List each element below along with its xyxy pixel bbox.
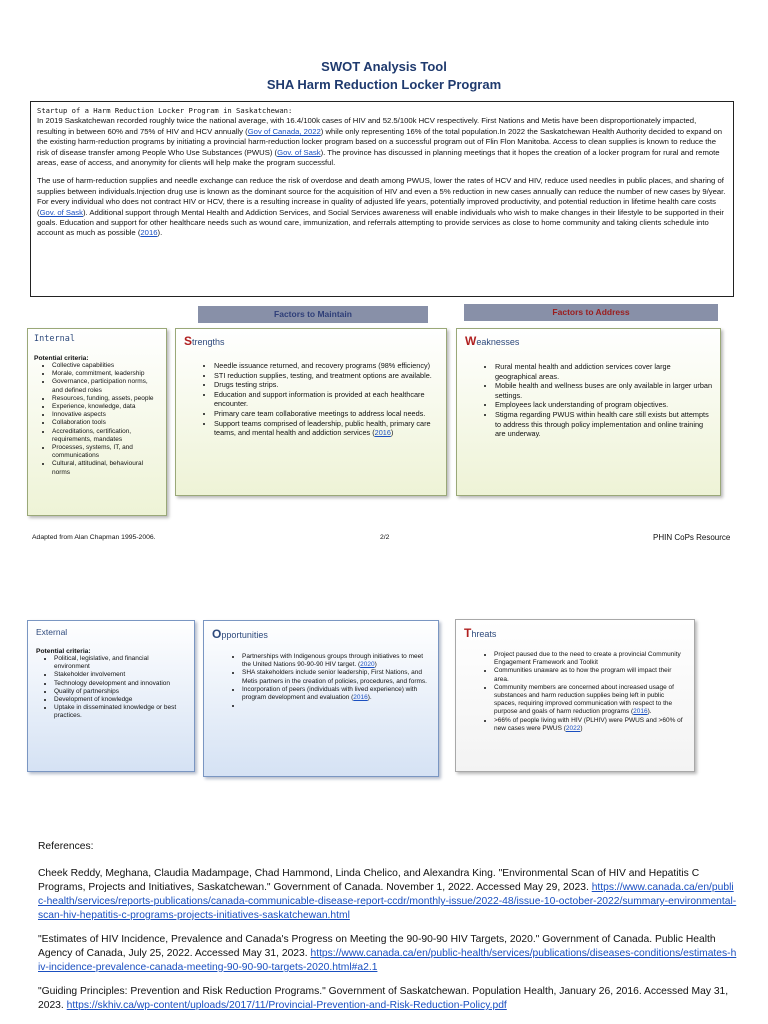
- list-item: • Cultural, attitudinal, behavioural norms: [52, 460, 160, 476]
- list-item: • Quality of partnerships: [54, 688, 186, 696]
- intro-paragraph-1: [37, 106, 727, 168]
- list-item: • Resources, funding, assets, people: [52, 395, 160, 403]
- weaknesses-list: [465, 362, 712, 439]
- intro-text: ). Additional support through Mental Health and Addiction Services, and Social Services awareness will enable individuals who wish to make changes in their lifestyle to be supported in their goals. Education and support for other healthcare needs such as wound care, immunization, and referrals attempting to provide services as close to home community and taking clients schedule into account as much as possible (: [37, 207, 724, 238]
- reference-text: "Estimates of HIV Incidence, Prevalence and Canada's Progress on Meeting the 90-90-90 HIV Targets, 2020." Government of Canada. Public Health Agency of Canada, July 25, 2022. Accessed May 31, 2023.: [38, 934, 716, 959]
- list-item: • Governance, participation norms, and defined roles: [52, 378, 160, 394]
- list-item: • Project paused due to the need to create a provincial Community Engagement Framework and Toolkit: [494, 651, 686, 667]
- list-item-empty: [242, 702, 430, 710]
- threats-title: [464, 626, 686, 640]
- list-item: • Education and support information is provided at each healthcare encounter.: [214, 390, 438, 409]
- footer-resource: PHIN CoPs Resource: [653, 533, 731, 542]
- opportunities-title-rest: pportunities: [221, 630, 268, 640]
- opportunities-2020-link[interactable]: 2020: [360, 661, 375, 669]
- ref-2016-link[interactable]: 2016: [140, 228, 158, 238]
- list-item-text: >66% of people living with HIV (PLHIV) were PWUS and >60% of new cases were PWUS (: [494, 716, 683, 732]
- internal-list: [34, 362, 160, 477]
- opportunities-2016-link[interactable]: 2016: [353, 694, 368, 702]
- list-item: • Support teams comprised of leadership, public health, primary care teams, and mental health and addiction services (2016): [214, 419, 438, 438]
- footer-page-number: 2/2: [380, 534, 390, 541]
- external-criteria-label: Potential criteria:: [36, 648, 91, 655]
- threats-panel: [455, 619, 695, 772]
- intro-text: In 2019 Saskatchewan recorded roughly twice the national average, with 16.4/100k cases of HIV and 52.5/100k HCV respectively. First Nations and Metis have been disproportionately impacted, resulting in between 60% and 75% of HIV and HCV annually (: [37, 116, 697, 136]
- list-item: • Mobile health and wellness buses are only available in larger urban settings.: [495, 381, 712, 400]
- intro-text: ) while only representing 16% of the total population.In 2022 the Saskatchewan Health Authority decided to expand on the existing harm-reduction programs by initiating a provincial harm-reduction locker program based on a successful program out of Flin Flon Manitoba. Access to clean supplies is known to reduce the risk of disease transfer among People Who Use Substances (PWUS) (: [37, 126, 723, 157]
- document-subtitle: SHA Harm Reduction Locker Program: [266, 77, 502, 92]
- list-item: • Primary care team collaborative meetings to address local needs.: [214, 409, 438, 419]
- list-item: • Stakeholder involvement: [54, 671, 186, 679]
- gov-sask-link[interactable]: Gov. of Sask: [277, 147, 321, 157]
- opportunities-title: [212, 627, 430, 641]
- list-item: • Innovative aspects: [52, 411, 160, 419]
- strengths-title-rest: trengths: [192, 337, 225, 347]
- external-list: [36, 655, 186, 721]
- references-title: References:: [38, 841, 94, 852]
- list-item: • Collaboration tools: [52, 419, 160, 427]
- intro-text: ). The province has discussed in planning meetings that it hopes the creation of a locker program for rural and remote areas, ease of access, and anonymity for clients will help make the program successful.: [37, 147, 720, 168]
- list-item: • Political, legislative, and financial environment: [54, 655, 186, 671]
- strengths-panel: [175, 328, 447, 496]
- references-section: [38, 840, 738, 1013]
- reference-1-link[interactable]: https://www.canada.ca/en/public-health/services/reports-publications/canada-communicable-disease-report-ccdr/monthly-issue/2022-48/issue-10-october-2022/summary-environmental-scan-hiv-hepatitis-c-programs-projects-initiatives-saskatchewan.html: [38, 882, 737, 921]
- list-item: • >66% of people living with HIV (PLHIV) were PWUS and >60% of new cases were PWUS (2022): [494, 717, 686, 733]
- external-panel: [27, 620, 195, 772]
- reference-1: [38, 867, 738, 923]
- list-item: • Processes, systems, IT, and communications: [52, 444, 160, 460]
- footer-attribution: Adapted from Alan Chapman 1995-2006.: [32, 534, 156, 541]
- weaknesses-title-rest: eaknesses: [476, 337, 520, 347]
- list-item: • Morale, commitment, leadership: [52, 370, 160, 378]
- list-item: • Collective capabilities: [52, 362, 160, 370]
- list-item: • Technology development and innovation: [54, 680, 186, 688]
- intro-heading: Startup of a Harm Reduction Locker Program in Saskatchewan:: [37, 106, 293, 115]
- strengths-list: [184, 361, 438, 438]
- list-item: • Partnerships with Indigenous groups through initiatives to meet the United Nations 90-90-90 HIV target. (2020): [242, 653, 430, 669]
- reference-2-link[interactable]: https://www.canada.ca/en/public-health/services/publications/diseases-conditions/estimates-hiv-incidence-prevalence-canada-meeting-90-90-90-targets-2020.html#a2.1: [38, 948, 737, 973]
- gov-sask-link-2[interactable]: Gov. of Sask: [39, 207, 83, 217]
- intro-box: [30, 101, 734, 297]
- intro-paragraph-2: [37, 176, 727, 238]
- list-item: • Rural mental health and addiction services cover large geographical areas.: [495, 362, 712, 381]
- reference-3-link[interactable]: https://skhiv.ca/wp-content/uploads/2017/11/Provincial-Prevention-and-Risk-Reduction-Policy.pdf: [66, 1000, 507, 1011]
- reference-2: [38, 933, 738, 975]
- opportunities-panel: [203, 620, 439, 777]
- list-item: • SHA stakeholders include senior leadership, First Nations, and Metis partners in the creation of policies, procedures, and forms.: [242, 669, 430, 685]
- list-item-text: Community members are concerned about increased usage of substances and harm reduction supplies being left in public spaces, requiring improved communication with respect to the purpose and goals of harm reduction programs (: [494, 683, 674, 716]
- list-item: • Needle issuance returned, and recovery programs (98% efficiency): [214, 361, 438, 371]
- reference-text: "Guiding Principles: Prevention and Risk Reduction Programs." Government of Saskatchewan. Population Health, January 26, 2016. Accessed May 31, 2023.: [38, 986, 729, 1011]
- internal-panel: [27, 328, 167, 516]
- list-item: • Uptake in disseminated knowledge or best practices.: [54, 704, 186, 720]
- list-item: • Incorporation of peers (individuals with lived experience) with program development and evaluation (2016).: [242, 686, 430, 702]
- weaknesses-panel: [456, 328, 721, 496]
- threats-title-rest: hreats: [471, 629, 497, 639]
- list-item: • Drugs testing strips.: [214, 380, 438, 390]
- list-item-text: Incorporation of peers (individuals with lived experience) with program development and evaluation (: [242, 685, 418, 702]
- list-item: • Communities unaware as to how the program will impact their area.: [494, 667, 686, 683]
- strengths-title-initial: S: [184, 334, 193, 348]
- internal-criteria-label: Potential criteria:: [34, 355, 89, 362]
- strengths-2016-link[interactable]: 2016: [374, 428, 391, 438]
- list-item: • Development of knowledge: [54, 696, 186, 704]
- internal-title: Internal: [34, 334, 75, 344]
- threats-2016-link[interactable]: 2016: [633, 708, 648, 716]
- weaknesses-title-initial: W: [465, 334, 477, 348]
- factors-to-address-bar: Factors to Address: [464, 304, 718, 321]
- document-title: SWOT Analysis Tool: [321, 59, 447, 74]
- intro-text: The use of harm-reduction supplies and needle exchange can reduce the risk of overdose and death among PWUS, lower the rates of HCV and HIV, reduce used needles in public places, and sharing of supplies between individuals.Injection drug use is known as the dominant source for the acquisition of HIV and even a 5% reduction in new cases annually can reduce the number of new cases by 9/year. For every individual who does not contract HIV or HCV, there is a resulting increase in quality of adjusted life years, potentially improved productivity, and potential reduction in lifetime health care costs (: [37, 176, 726, 217]
- strengths-title: [184, 334, 438, 348]
- threats-2022-link[interactable]: 2022: [565, 724, 581, 732]
- weaknesses-title: [465, 334, 712, 348]
- reference-3: [38, 985, 738, 1013]
- reference-text: Cheek Reddy, Meghana, Claudia Madampage, Chad Hammond, Linda Chelico, and Alexandra King. "Environmental Scan of HIV and Hepatitis C Programs, Projects and Initiatives, Saskatchewan." Government of Canada. November 1, 2022. Accessed May 29, 2023.: [38, 868, 700, 893]
- list-item: • Stigma regarding PWUS within health care still exists but attempts to address this through policy implementation and online training are underway.: [495, 410, 712, 439]
- external-title: External: [36, 627, 68, 637]
- intro-text: ).: [157, 228, 163, 238]
- threats-title-initial: T: [464, 626, 472, 640]
- opportunities-list: [212, 653, 430, 710]
- list-item: • Community members are concerned about increased usage of substances and harm reduction supplies being left in public spaces, requiring improved communication with respect to the purpose and goals of harm reduction programs (2016).: [494, 684, 686, 717]
- threats-list: [464, 651, 686, 733]
- list-item-text: Support teams comprised of leadership, public health, primary care teams, and mental health and addiction services: [214, 418, 431, 438]
- list-item: • Experience, knowledge, data: [52, 403, 160, 411]
- list-item: • Employees lack understanding of program objectives.: [495, 400, 712, 410]
- opportunities-title-initial: O: [212, 627, 222, 641]
- list-item-text: Partnerships with Indigenous groups through initiatives to meet the United Nations 90-90-90 HIV target. (: [242, 653, 424, 669]
- factors-to-maintain-bar: Factors to Maintain: [198, 306, 428, 323]
- gov-canada-link[interactable]: Gov of Canada, 2022: [247, 126, 321, 136]
- list-item: • STI reduction supplies, testing, and treatment options are available.: [214, 371, 438, 381]
- list-item: • Accreditations, certification, requirements, mandates: [52, 428, 160, 444]
